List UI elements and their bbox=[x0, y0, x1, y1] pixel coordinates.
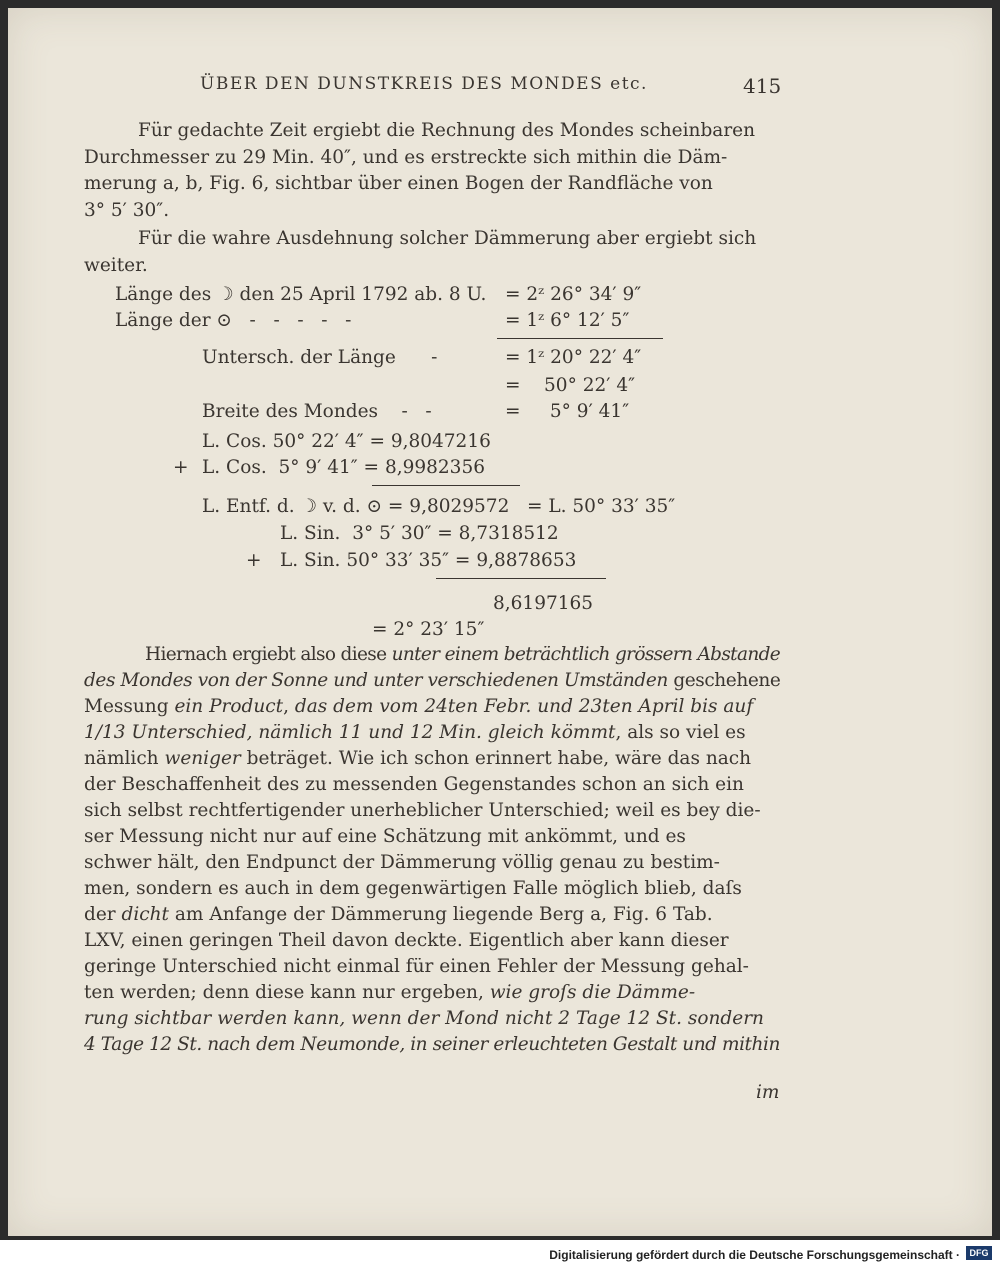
body-line bbox=[84, 802, 780, 821]
roman-segment: schwer hält, den Endpunct der Dämmerung völlig genau zu bestim- bbox=[84, 854, 720, 873]
roman-segment: sich selbst rechtfertigender unerheblicher Unterschied; weil es bey die- bbox=[84, 802, 761, 821]
running-header: ÜBER DEN DUNSTKREIS DES MONDES etc. bbox=[200, 74, 648, 94]
roman-segment: , als so viel es bbox=[615, 724, 746, 743]
body-line bbox=[84, 698, 780, 717]
calc-rule-1 bbox=[497, 338, 663, 339]
paragraph-1-line-1: Für gedachte Zeit ergiebt die Rechnung des Mondes scheinbaren bbox=[138, 120, 756, 141]
calc-line-11: 8,6197165 bbox=[493, 593, 594, 614]
roman-segment: Messung bbox=[84, 698, 175, 717]
calc-line-1-label: Länge des ☽ den 25 April 1792 ab. 8 U. bbox=[115, 284, 487, 305]
calc-line-8: L. Entf. d. ☽ v. d. ⊙ = 9,8029572 = L. 50° 33′ 35″ bbox=[202, 496, 676, 517]
body-line bbox=[84, 906, 780, 925]
paragraph-2-line-1: Für die wahre Ausdehnung solcher Dämmerung aber ergiebt sich bbox=[138, 228, 757, 249]
italic-segment: wie groſs die Dämme- bbox=[489, 984, 696, 1003]
calc-line-10: L. Sin. 50° 33′ 35″ = 9,8878653 bbox=[280, 550, 577, 571]
body-line bbox=[145, 646, 780, 665]
calc-rule-3 bbox=[436, 578, 606, 579]
calc-line-4-value: = 50° 22′ 4″ bbox=[505, 375, 635, 396]
calc-line-5-label: Breite des Mondes - - bbox=[202, 401, 432, 422]
italic-segment: des Mondes von der Sonne und unter verschiedenen Umständen bbox=[84, 672, 668, 691]
body-line bbox=[84, 958, 780, 977]
roman-segment: beträget. Wie ich schon erinnert habe, wäre das nach bbox=[240, 750, 752, 769]
body-line bbox=[84, 724, 780, 743]
paragraph-2-line-2: weiter. bbox=[84, 255, 148, 276]
paragraph-1-line-2: Durchmesser zu 29 Min. 40″, und es erstreckte sich mithin die Däm- bbox=[84, 147, 728, 168]
body-line bbox=[84, 776, 780, 795]
italic-segment: 1/13 Unterschied, nämlich 11 und 12 Min. gleich kömmt bbox=[84, 724, 616, 743]
calc-line-7: L. Cos. 5° 9′ 41″ = 8,9982356 bbox=[202, 457, 485, 478]
body-line bbox=[84, 854, 780, 873]
calc-line-1-value: = 2ᶻ 26° 34′ 9″ bbox=[505, 284, 642, 305]
italic-segment: 4 Tage 12 St. nach dem Neumonde, in seiner erleuchteten Gestalt und mithin bbox=[84, 1036, 780, 1055]
italic-segment: ein Product bbox=[174, 698, 284, 717]
calc-line-12: = 2° 23′ 15″ bbox=[372, 619, 485, 640]
body-line bbox=[84, 828, 780, 847]
roman-segment: der bbox=[84, 906, 122, 925]
paragraph-1-line-4: 3° 5′ 30″. bbox=[84, 200, 170, 221]
roman-segment: , bbox=[283, 698, 295, 717]
roman-segment: am Anfange der Dämmerung liegende Berg a, Fig. 6 Tab. bbox=[169, 906, 713, 925]
body-line bbox=[84, 984, 780, 1003]
body-line bbox=[84, 932, 780, 951]
calc-line-2-value: = 1ᶻ 6° 12′ 5″ bbox=[505, 310, 630, 331]
body-line bbox=[84, 672, 780, 691]
page-number: 415 bbox=[743, 74, 782, 98]
roman-segment: der Beschaffenheit des zu messenden Gegenstandes schon an sich ein bbox=[84, 776, 744, 795]
roman-segment: men, sondern es auch in dem gegenwärtigen Falle möglich blieb, daſs bbox=[84, 880, 742, 899]
italic-segment: das dem vom 24ten Febr. und 23ten April bis auf bbox=[294, 698, 754, 717]
body-line bbox=[84, 750, 780, 769]
roman-segment: geringe Unterschied nicht einmal für einen Fehler der Messung gehal- bbox=[84, 958, 749, 977]
roman-segment: LXV, einen geringen Theil davon deckte. Eigentlich aber kann dieser bbox=[84, 932, 729, 951]
body-line bbox=[84, 880, 780, 899]
calc-line-6: L. Cos. 50° 22′ 4″ = 9,8047216 bbox=[202, 431, 491, 452]
calc-line-3-label: Untersch. der Länge - bbox=[202, 347, 438, 368]
body-line bbox=[84, 1010, 780, 1029]
italic-segment: dicht bbox=[121, 906, 169, 925]
calc-plus-2: + bbox=[246, 550, 262, 571]
roman-segment: ten werden; denn diese kann nur ergeben, bbox=[84, 984, 490, 1003]
italic-segment: rung sichtbar werden kann, wenn der Mond nicht 2 Tage 12 St. sondern bbox=[84, 1010, 764, 1029]
calc-line-9: L. Sin. 3° 5′ 30″ = 8,7318512 bbox=[280, 523, 559, 544]
calc-line-3-value: = 1ᶻ 20° 22′ 4″ bbox=[505, 347, 642, 368]
catchword: im bbox=[756, 1082, 780, 1103]
roman-segment: Hiernach ergiebt also diese bbox=[145, 646, 392, 665]
roman-segment: geschehene bbox=[667, 672, 780, 691]
roman-segment: ser Messung nicht nur auf eine Schätzung mit ankömmt, und es bbox=[84, 828, 686, 847]
italic-segment: weniger bbox=[164, 750, 241, 769]
digitization-credit: Digitalisierung gefördert durch die Deutsche Forschungsgemeinschaft · bbox=[549, 1248, 960, 1262]
dfg-logo: DFG bbox=[966, 1246, 992, 1260]
digitization-footer bbox=[0, 1240, 1000, 1268]
paragraph-1-line-3: merung a, b, Fig. 6, sichtbar über einen Bogen der Randfläche von bbox=[84, 173, 713, 194]
calc-line-2-label: Länge der ⊙ - - - - - bbox=[115, 310, 352, 331]
italic-segment: unter einem beträchtlich grössern Abstande bbox=[391, 646, 780, 665]
calc-plus-1: + bbox=[173, 457, 189, 478]
roman-segment: nämlich bbox=[84, 750, 165, 769]
body-line bbox=[84, 1036, 780, 1055]
calc-rule-2 bbox=[372, 485, 520, 486]
calc-line-5-value: = 5° 9′ 41″ bbox=[505, 401, 630, 422]
